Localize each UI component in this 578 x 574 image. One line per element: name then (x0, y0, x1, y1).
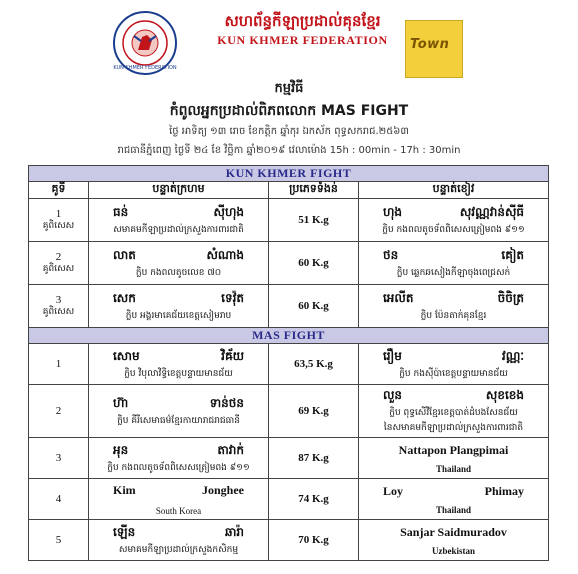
red-club: សមាគមកីឡាប្រដាល់ក្រសួងការពារជាតិ (113, 224, 244, 235)
blue-corner-cell (359, 344, 549, 385)
col-pair-header: គូទី (29, 182, 89, 199)
weight-class: 74 K.g (269, 479, 359, 520)
red-corner-cell (89, 479, 269, 520)
blue-corner-cell (359, 479, 549, 520)
section-header-kun-khmer (29, 166, 549, 182)
blue-first-name: Loy (383, 483, 404, 498)
blue-country: Uzbekistan (432, 545, 476, 556)
red-last-name: វិឝ័យ (221, 348, 244, 363)
special-label: គូពិសេស (42, 220, 75, 231)
pair-number: 1 (29, 344, 89, 385)
blue-last-name: សុខខេង (485, 388, 525, 402)
red-corner-cell (89, 242, 269, 285)
red-country: South Korea (155, 505, 202, 516)
blue-last-name: គៀត (501, 247, 525, 262)
federation-name-khmer: សហព័ន្ធកីឡាប្រដាល់គុនខ្មែរ (224, 12, 381, 30)
blue-first-name: អេលីត (383, 290, 414, 305)
col-weight-header: ប្រភេទទំងន់ (269, 182, 359, 199)
blue-last-name: វណ្ណៈ (501, 348, 525, 363)
red-corner-cell (89, 520, 269, 561)
red-first-name: សោម (113, 348, 140, 363)
red-fighter-name (95, 204, 262, 222)
red-first-name: លាត (113, 247, 136, 262)
blue-fighter-name (365, 290, 542, 308)
red-fighter-name (95, 247, 262, 265)
event-title: កំពូលអ្នកប្រដាល់ពិភពលោក MAS FIGHT (169, 103, 409, 119)
blue-fighter-name (365, 247, 542, 265)
red-last-name: ទាន់ថន (209, 395, 244, 410)
table-row (29, 344, 549, 385)
red-last-name: ទេវ៉ុត (221, 290, 244, 305)
red-fighter-name (95, 524, 262, 542)
red-club: សមាគមកីឡាប្រដាល់ក្រសួងកសិកម្ម (118, 544, 239, 555)
blue-first-name: ថន (383, 247, 399, 262)
blue-fighter-name: Sanjar Saidmuradov (400, 524, 507, 539)
red-fighter-name (95, 442, 262, 460)
pair-number-cell (29, 242, 89, 285)
blue-first-name: ហុង (383, 204, 403, 219)
table-row (29, 285, 549, 328)
table-row (29, 385, 549, 438)
pair-number: 4 (29, 479, 89, 520)
col-blue-header: បន្ទាត់ខៀវ (359, 182, 549, 199)
red-first-name: ហ៊ា (113, 395, 129, 410)
red-corner-cell (89, 385, 269, 438)
table-row (29, 242, 549, 285)
table-row (29, 479, 549, 520)
table-row (29, 520, 549, 561)
blue-fighter-name (365, 348, 542, 366)
weight-class: 63,5 K.g (269, 344, 359, 385)
pair-number: 5 (29, 520, 89, 561)
blue-fighter-name: Nattapon Plangpimai (398, 442, 509, 457)
red-first-name: ឡើន (113, 524, 136, 539)
red-first-name: ធន់ (113, 204, 129, 219)
red-last-name: សំណាង (206, 247, 244, 262)
pair-number: 3 (55, 293, 62, 306)
weight-class: 60 K.g (269, 285, 359, 328)
table-row (29, 199, 549, 242)
blue-club: ក្លិប កងពលតូចទ័ពពិសេសត្រៀមពង ៩១១ (382, 224, 525, 235)
section-title: MAS FIGHT (29, 328, 549, 344)
pair-number: 3 (29, 438, 89, 479)
blue-corner-cell (359, 242, 549, 285)
blue-corner-cell (359, 285, 549, 328)
blue-country: Thailand (435, 504, 472, 515)
red-first-name: អុន (113, 442, 129, 457)
blue-corner-cell (359, 199, 549, 242)
red-fighter-name (95, 348, 262, 366)
blue-club: ក្លិប ឆ្លេកឆសៀងកីឡាចុងពេជ្រសក់ (396, 267, 511, 278)
pair-number: 1 (55, 207, 62, 220)
blue-club-line2: នៃសមាគមកីឡាប្រដាល់ក្រសួងការពារជាតិ (383, 423, 524, 433)
special-label: គូពិសេស (42, 263, 75, 274)
federation-name-english: KUN KHMER FEDERATION (217, 33, 388, 47)
red-first-name: សេក (113, 290, 136, 305)
table-row (29, 438, 549, 479)
fight-card-table (28, 165, 549, 561)
red-last-name: ឆារ៉ា (224, 524, 244, 539)
blue-corner-cell (359, 438, 549, 479)
pair-number-cell (29, 199, 89, 242)
blue-fighter-name (365, 204, 542, 222)
weight-class: 87 K.g (269, 438, 359, 479)
red-first-name: Kim (113, 482, 136, 497)
red-last-name: ស៊ីហុង (213, 204, 244, 219)
blue-corner-cell (359, 520, 549, 561)
date-line-time: រាជធានីភ្នំពេញ ថ្ងៃទី ២៤ ខែ វិច្ឆិកា ឆ្នាំ២០១៩ វេលាម៉ោង 15h : 00min - 17h : 30min (117, 145, 461, 156)
pair-number: 2 (29, 385, 89, 438)
blue-last-name: ចិចិត្រ (497, 290, 525, 305)
blue-fighter-name (365, 484, 542, 499)
red-club: ក្លិប កងពលតូចលេខ ៧០ (135, 267, 222, 278)
red-fighter-name (95, 483, 262, 498)
blue-first-name: លួន (383, 388, 403, 402)
red-fighter-name (95, 395, 262, 413)
red-club: ក្លិប អង្គរមាគេជ័យខេត្តសៀមរាប (125, 310, 232, 321)
blue-corner-cell (359, 385, 549, 438)
blue-fighter-name (365, 387, 542, 405)
sponsor-logo-text: Town (410, 37, 450, 52)
column-header-row (29, 182, 549, 199)
pair-number-cell (29, 285, 89, 328)
weight-class: 69 K.g (269, 385, 359, 438)
blue-last-name: សុវណ្ណវាន់ស៊ីធី (459, 204, 525, 219)
special-label: គូពិសេស (42, 306, 75, 317)
weight-class: 60 K.g (269, 242, 359, 285)
blue-club: ក្លិប ពុទ្ធសើវីខ្មែរខេត្តបាត់ដំបងសែនជ័យ (389, 408, 518, 418)
section-title: KUN KHMER FIGHT (29, 166, 549, 182)
weight-class: 51 K.g (269, 199, 359, 242)
red-corner-cell (89, 344, 269, 385)
red-club: ក្លិប គីរីសេមាធម៌ខ្មែរកាយារាជរាជធានី (117, 415, 240, 426)
blue-club: ក្លិប កងស៊ីប៉ាខេត្តបន្ទាយមានជ័យ (399, 368, 508, 379)
program-heading: កម្មវិធី (274, 81, 304, 96)
section-header-mas (29, 328, 549, 344)
red-corner-cell (89, 285, 269, 328)
red-last-name: Jonghee (202, 482, 244, 497)
blue-last-name: Phimay (484, 483, 525, 498)
red-fighter-name (95, 290, 262, 308)
col-red-header: បន្ទាត់ក្រហម (89, 182, 269, 199)
federation-logo (112, 10, 178, 76)
blue-country: Thailand (435, 463, 472, 474)
red-club: ក្លិប កងពលតូចទ័ពពិសេសត្រៀមពង ៩១១ (107, 462, 250, 473)
blue-first-name: រឿម (383, 348, 402, 363)
blue-club: ក្លិប ប៉ែនតាក់គុនខ្មែរ (420, 310, 487, 321)
date-line-lunar: ថ្ងៃ អាទិត្យ ១៣ រោច ខែកត្តិក ឆ្នាំកុរ ឯកស័ក ពុទ្ធសករាជ.២៥៦៣ (169, 126, 409, 137)
red-corner-cell (89, 438, 269, 479)
red-corner-cell (89, 199, 269, 242)
red-last-name: តាវាក់ (217, 442, 244, 457)
logo-lettering: KUN KHMER FEDERATION (113, 65, 177, 71)
sponsor-logo (405, 20, 463, 78)
weight-class: 70 K.g (269, 520, 359, 561)
red-club: ក្លិប វិបុលាវិទ្ធិខេត្តបន្ទាយមានជ័យ (124, 368, 233, 379)
pair-number: 2 (55, 250, 62, 263)
